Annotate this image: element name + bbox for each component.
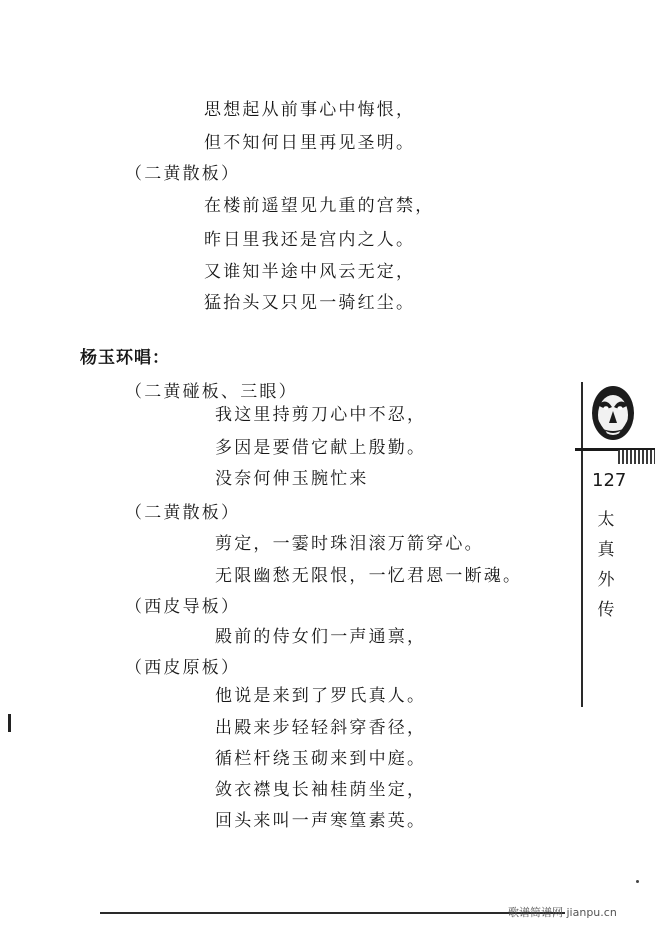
lyric-line: 多因是要借它献上殷勤。 bbox=[215, 438, 427, 458]
lyric-line: 无限幽愁无限恨，一忆君恩一断魂。 bbox=[215, 566, 523, 586]
running-title-char: 传 bbox=[597, 600, 615, 620]
lyric-line: 但不知何日里再见圣明。 bbox=[204, 133, 416, 153]
lyric-line: 他说是来到了罗氏真人。 bbox=[215, 686, 427, 706]
tune-marker: （二黄散板） bbox=[125, 503, 241, 523]
running-title-char: 真 bbox=[597, 540, 615, 560]
lyric-line: 昨日里我还是宫内之人。 bbox=[204, 230, 416, 250]
margin-vertical-rule bbox=[581, 382, 583, 707]
lyric-line: 剪定，一霎时珠泪滚万箭穿心。 bbox=[215, 534, 484, 554]
tune-marker: （二黄碰板、三眼） bbox=[125, 382, 298, 402]
scan-edge-mark bbox=[8, 714, 11, 732]
lyric-line: 回头来叫一声寒篁素英。 bbox=[215, 811, 427, 831]
scan-speck bbox=[636, 880, 639, 883]
lyric-line: 殿前的侍女们一声通禀， bbox=[215, 627, 427, 647]
tune-marker: （二黄散板） bbox=[125, 164, 241, 184]
watermark: 歌谱简谱网 jianpu.cn bbox=[508, 906, 617, 919]
running-title-char: 外 bbox=[597, 570, 615, 590]
lyric-line: 又谁知半途中风云无定， bbox=[204, 262, 416, 282]
page-number: 127 bbox=[592, 470, 627, 491]
tune-marker: （西皮导板） bbox=[125, 597, 241, 617]
lyric-line: 在楼前遥望见九重的宫禁， bbox=[204, 196, 435, 216]
bottom-rule bbox=[100, 912, 565, 914]
lyric-line: 没奈何伸玉腕忙来 bbox=[215, 469, 369, 489]
opera-mask-icon bbox=[588, 383, 638, 443]
section-heading: 杨玉环唱： bbox=[80, 348, 170, 368]
lyric-line: 循栏杆绕玉砌来到中庭。 bbox=[215, 749, 427, 769]
lyric-line: 敛衣襟曳长袖桂荫坐定， bbox=[215, 780, 427, 800]
running-title-char: 太 bbox=[597, 510, 615, 530]
lyric-line: 思想起从前事心中悔恨， bbox=[204, 100, 416, 120]
running-title-vertical bbox=[595, 505, 617, 625]
margin-hatch-pattern bbox=[618, 450, 655, 464]
lyric-line: 出殿来步轻轻斜穿香径， bbox=[215, 718, 427, 738]
lyric-line: 猛抬头又只见一骑红尘。 bbox=[204, 293, 416, 313]
tune-marker: （西皮原板） bbox=[125, 658, 241, 678]
lyric-line: 我这里持剪刀心中不忍， bbox=[215, 405, 427, 425]
